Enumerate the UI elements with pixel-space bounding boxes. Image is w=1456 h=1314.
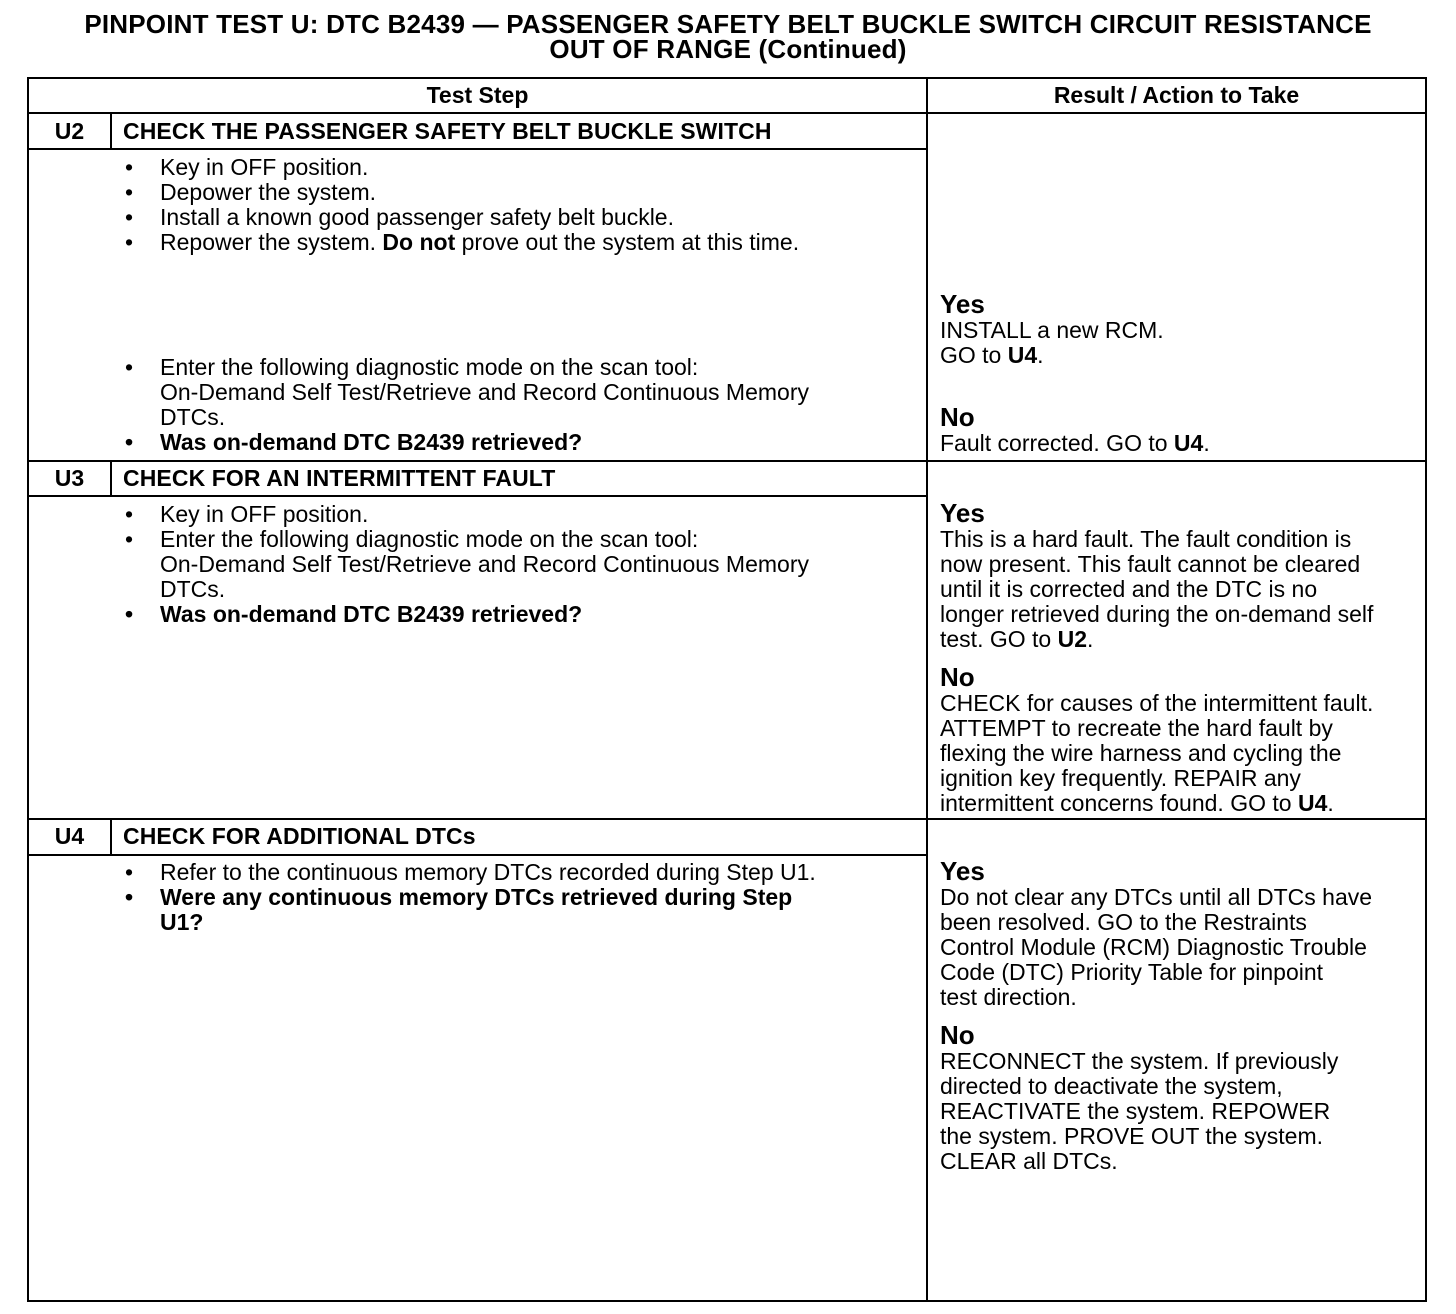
question-item: • Was on-demand DTC B2439 retrieved? [124, 601, 583, 627]
instruction-item: • Key in OFF position. [124, 501, 369, 527]
step-title: CHECK FOR AN INTERMITTENT FAULT [123, 465, 556, 491]
instruction-item: • Repower the system. Do not prove out the system at this time. [124, 229, 800, 255]
step-instructions [124, 860, 816, 935]
no-action: CHECK for causes of the intermittent fault. ATTEMPT to recreate the hard fault by flexing the wire harness and cycling the ignition key frequently. REPAIR any intermittent concerns found. GO to U4. [940, 690, 1374, 816]
u3-id-divider [110, 460, 112, 497]
question-item: • Were any continuous memory DTCs retrieved during Step U1? [124, 884, 793, 935]
yes-action: INSTALL a new RCM. GO to U4. [940, 317, 1164, 368]
step-id: U2 [54, 118, 85, 144]
page-title [0, 9, 1456, 64]
instruction-item: • Enter the following diagnostic mode on the scan tool: On-Demand Self Test/Retrieve and Record Continuous Memory DTCs. [124, 526, 809, 602]
no-action: Fault corrected. GO to U4. [940, 430, 1210, 456]
step-id: U3 [54, 465, 85, 491]
column-divider [926, 77, 928, 1302]
header-test-step: Test Step [426, 82, 529, 108]
step-title: CHECK FOR ADDITIONAL DTCs [123, 823, 476, 849]
yes-label: Yes [940, 498, 985, 528]
instruction-item: • Refer to the continuous memory DTCs recorded during Step U1. [124, 859, 816, 885]
step-instructions [124, 155, 809, 455]
page-title-line2: OUT OF RANGE (Continued) [549, 34, 907, 64]
no-label: No [940, 402, 975, 432]
step-instructions [124, 502, 809, 627]
no-action: RECONNECT the system. If previously directed to deactivate the system, REACTIVATE the system. REPOWER the system. PROVE OUT the system. CLEAR all DTCs. [940, 1048, 1339, 1174]
instruction-item: • Install a known good passenger safety belt buckle. [124, 204, 674, 230]
instruction-item: • Depower the system. [124, 179, 377, 205]
no-label: No [940, 1020, 975, 1050]
u3-title-rule [27, 495, 927, 497]
u4-id-divider [110, 818, 112, 855]
u2-title-rule [27, 148, 927, 150]
yes-action: Do not clear any DTCs until all DTCs have been resolved. GO to the Restraints Control Module (RCM) Diagnostic Trouble Code (DTC) Priority Table for pinpoint test direction. [940, 884, 1373, 1010]
step-result [940, 291, 1430, 456]
instruction-item: • Key in OFF position. [124, 154, 369, 180]
step-result [940, 858, 1430, 1174]
instruction-item: • Enter the following diagnostic mode on the scan tool: On-Demand Self Test/Retrieve and Record Continuous Memory DTCs. [124, 354, 809, 430]
yes-label: Yes [940, 289, 985, 319]
question-item: • Was on-demand DTC B2439 retrieved? [124, 429, 583, 455]
step-title: CHECK THE PASSENGER SAFETY BELT BUCKLE SWITCH [123, 118, 772, 144]
yes-action: This is a hard fault. The fault condition is now present. This fault cannot be cleared until it is corrected and the DTC is no longer retrieved during the on-demand self test. GO to U2. [940, 526, 1374, 652]
page-title-line1: PINPOINT TEST U: DTC B2439 — PASSENGER SAFETY BELT BUCKLE SWITCH CIRCUIT RESISTANCE [84, 9, 1372, 39]
u2-id-divider [110, 112, 112, 149]
no-label: No [940, 662, 975, 692]
u4-title-rule [27, 854, 927, 856]
yes-label: Yes [940, 856, 985, 886]
step-result [940, 500, 1430, 816]
step-id: U4 [54, 823, 85, 849]
header-result-action: Result / Action to Take [1053, 82, 1300, 108]
